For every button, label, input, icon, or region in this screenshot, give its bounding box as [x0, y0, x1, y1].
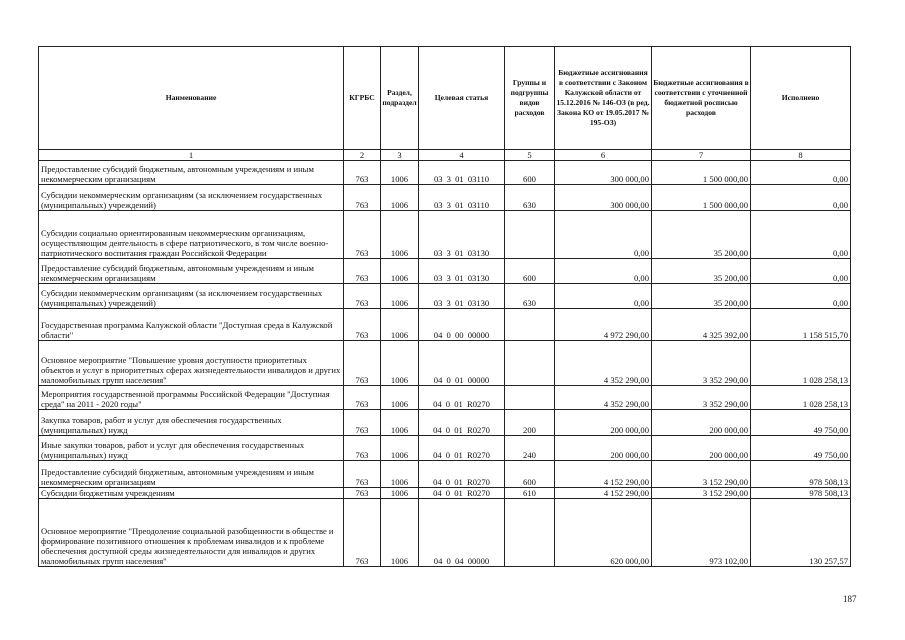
row-executed: 1 158 515,70	[751, 309, 851, 341]
row-name: Иные закупки товаров, работ и услуг для обеспечения государственных (муниципальных) нужд	[39, 436, 344, 461]
row-group	[505, 341, 555, 386]
row-group	[505, 386, 555, 410]
row-group: 630	[505, 185, 555, 211]
budget-table	[38, 46, 851, 567]
row-kgrbs: 763	[344, 499, 381, 567]
header-section: Раздел, подраздел	[381, 47, 419, 150]
header-kgrbs: КГРБС	[344, 47, 381, 150]
table-row	[39, 386, 851, 410]
row-section: 1006	[381, 341, 419, 386]
row-target: 04 0 01 R0270	[419, 386, 505, 410]
header-name: Наименование	[39, 47, 344, 150]
row-section: 1006	[381, 436, 419, 461]
row-group: 240	[505, 436, 555, 461]
table-row	[39, 436, 851, 461]
column-number: 7	[652, 150, 751, 161]
row-group: 610	[505, 488, 555, 499]
row-executed: 1 028 258,13	[751, 386, 851, 410]
row-executed: 49 750,00	[751, 410, 851, 436]
row-executed: 0,00	[751, 185, 851, 211]
row-section: 1006	[381, 259, 419, 284]
table-row	[39, 410, 851, 436]
row-target: 04 0 01 R0270	[419, 488, 505, 499]
row-budget-law: 4 352 290,00	[555, 341, 652, 386]
row-group	[505, 211, 555, 259]
row-kgrbs: 763	[344, 161, 381, 185]
row-name: Субсидии бюджетным учреждениям	[39, 488, 344, 499]
row-executed: 978 508,13	[751, 488, 851, 499]
row-kgrbs: 763	[344, 309, 381, 341]
row-budget-law: 4 352 290,00	[555, 386, 652, 410]
row-executed: 130 257,57	[751, 499, 851, 567]
row-budget-refined: 35 200,00	[652, 284, 751, 309]
row-kgrbs: 763	[344, 211, 381, 259]
row-target: 04 0 04 00000	[419, 499, 505, 567]
row-kgrbs: 763	[344, 259, 381, 284]
row-budget-refined: 1 500 000,00	[652, 185, 751, 211]
table-row	[39, 488, 851, 499]
row-name: Субсидии некоммерческим организациям (за исключением государственных (муниципальных) учреждений)	[39, 284, 344, 309]
column-number: 2	[344, 150, 381, 161]
column-number: 6	[555, 150, 652, 161]
row-budget-refined: 35 200,00	[652, 259, 751, 284]
table-row	[39, 341, 851, 386]
row-budget-refined: 35 200,00	[652, 211, 751, 259]
row-kgrbs: 763	[344, 488, 381, 499]
row-name: Предоставление субсидий бюджетным, автономным учреждениям и иным некоммерческим организациям	[39, 161, 344, 185]
row-budget-refined: 200 000,00	[652, 410, 751, 436]
row-budget-refined: 3 352 290,00	[652, 386, 751, 410]
column-number: 1	[39, 150, 344, 161]
row-section: 1006	[381, 410, 419, 436]
table-row	[39, 161, 851, 185]
row-budget-law: 0,00	[555, 211, 652, 259]
page-number: 187	[843, 594, 857, 604]
row-budget-law: 300 000,00	[555, 161, 652, 185]
row-section: 1006	[381, 499, 419, 567]
row-section: 1006	[381, 211, 419, 259]
row-budget-law: 0,00	[555, 284, 652, 309]
row-target: 04 0 01 00000	[419, 341, 505, 386]
row-target: 04 0 01 R0270	[419, 410, 505, 436]
row-target: 04 0 01 R0270	[419, 461, 505, 488]
row-section: 1006	[381, 309, 419, 341]
row-budget-law: 620 000,00	[555, 499, 652, 567]
row-executed: 49 750,00	[751, 436, 851, 461]
row-name: Закупка товаров, работ и услуг для обеспечения государственных (муниципальных) нужд	[39, 410, 344, 436]
row-name: Государственная программа Калужской области "Доступная среда в Калужской области"	[39, 309, 344, 341]
row-target: 03 3 01 03110	[419, 185, 505, 211]
row-budget-law: 4 972 290,00	[555, 309, 652, 341]
row-group: 200	[505, 410, 555, 436]
header-target: Целевая статья	[419, 47, 505, 150]
row-budget-refined: 1 500 000,00	[652, 161, 751, 185]
table-row	[39, 499, 851, 567]
row-executed: 0,00	[751, 161, 851, 185]
row-budget-refined: 3 152 290,00	[652, 488, 751, 499]
row-name: Субсидии некоммерческим организациям (за исключением государственных (муниципальных) учреждений)	[39, 185, 344, 211]
row-budget-law: 0,00	[555, 259, 652, 284]
row-group	[505, 499, 555, 567]
row-executed: 978 508,13	[751, 461, 851, 488]
row-group: 600	[505, 259, 555, 284]
row-kgrbs: 763	[344, 461, 381, 488]
row-group: 600	[505, 161, 555, 185]
row-name: Предоставление субсидий бюджетным, автономным учреждениям и иным некоммерческим организациям	[39, 461, 344, 488]
header-groups: Группы и подгруппы видов расходов	[505, 47, 555, 150]
row-kgrbs: 763	[344, 284, 381, 309]
row-kgrbs: 763	[344, 410, 381, 436]
row-name: Субсидии социально ориентированным некоммерческим организациям, осуществляющим деятельность в сфере патриотического, в том числе военно-патриотического воспитания граждан Российской Федерации	[39, 211, 344, 259]
row-kgrbs: 763	[344, 386, 381, 410]
row-budget-law: 4 152 290,00	[555, 488, 652, 499]
row-section: 1006	[381, 185, 419, 211]
row-budget-refined: 3 152 290,00	[652, 461, 751, 488]
row-kgrbs: 763	[344, 436, 381, 461]
row-budget-law: 200 000,00	[555, 436, 652, 461]
row-target: 03 3 01 03130	[419, 211, 505, 259]
table-row	[39, 259, 851, 284]
row-executed: 0,00	[751, 259, 851, 284]
row-target: 04 0 00 00000	[419, 309, 505, 341]
row-section: 1006	[381, 284, 419, 309]
table-row	[39, 461, 851, 488]
column-number: 4	[419, 150, 505, 161]
row-budget-refined: 200 000,00	[652, 436, 751, 461]
row-kgrbs: 763	[344, 185, 381, 211]
row-group	[505, 309, 555, 341]
row-name: Мероприятия государственной программы Российской Федерации "Доступная среда" на 2011 - 2020 годы"	[39, 386, 344, 410]
row-budget-refined: 4 325 392,00	[652, 309, 751, 341]
row-budget-law: 4 152 290,00	[555, 461, 652, 488]
row-section: 1006	[381, 161, 419, 185]
column-number: 8	[751, 150, 851, 161]
header-row	[39, 47, 851, 150]
row-kgrbs: 763	[344, 341, 381, 386]
column-number: 3	[381, 150, 419, 161]
row-budget-law: 300 000,00	[555, 185, 652, 211]
row-name: Основное мероприятие "Повышение уровня доступности приоритетных объектов и услуг в приоритетных сферах жизнедеятельности инвалидов и других маломобильных групп населения"	[39, 341, 344, 386]
header-executed: Исполнено	[751, 47, 851, 150]
row-target: 03 3 01 03130	[419, 284, 505, 309]
row-group: 630	[505, 284, 555, 309]
row-section: 1006	[381, 488, 419, 499]
row-name: Основное мероприятие "Преодоление социальной разобщенности в обществе и формирование позитивного отношения к проблемам инвалидов и к проблеме обеспечения доступной среды жизнедеятельности для инвалидов и других маломобильных групп населения"	[39, 499, 344, 567]
row-group: 600	[505, 461, 555, 488]
row-executed: 1 028 258,13	[751, 341, 851, 386]
row-name: Предоставление субсидий бюджетным, автономным учреждениям и иным некоммерческим организациям	[39, 259, 344, 284]
row-target: 04 0 01 R0270	[419, 436, 505, 461]
row-budget-refined: 3 352 290,00	[652, 341, 751, 386]
row-target: 03 3 01 03110	[419, 161, 505, 185]
table-row	[39, 284, 851, 309]
row-section: 1006	[381, 461, 419, 488]
row-budget-refined: 973 102,00	[652, 499, 751, 567]
table-row	[39, 211, 851, 259]
row-target: 03 3 01 03130	[419, 259, 505, 284]
header-budget-refined: Бюджетные ассигнования в соответствии с уточненной бюджетной росписью расходов	[652, 47, 751, 150]
column-number-row	[39, 150, 851, 161]
column-number: 5	[505, 150, 555, 161]
header-budget-law: Бюджетные ассигнования в соответствии с Законом Калужской области от 15.12.2016 № 146-ОЗ (в ред. Закона КО от 19.05.2017 № 195-ОЗ)	[555, 47, 652, 150]
table-row	[39, 309, 851, 341]
row-section: 1006	[381, 386, 419, 410]
table-row	[39, 185, 851, 211]
row-budget-law: 200 000,00	[555, 410, 652, 436]
row-executed: 0,00	[751, 284, 851, 309]
row-executed: 0,00	[751, 211, 851, 259]
